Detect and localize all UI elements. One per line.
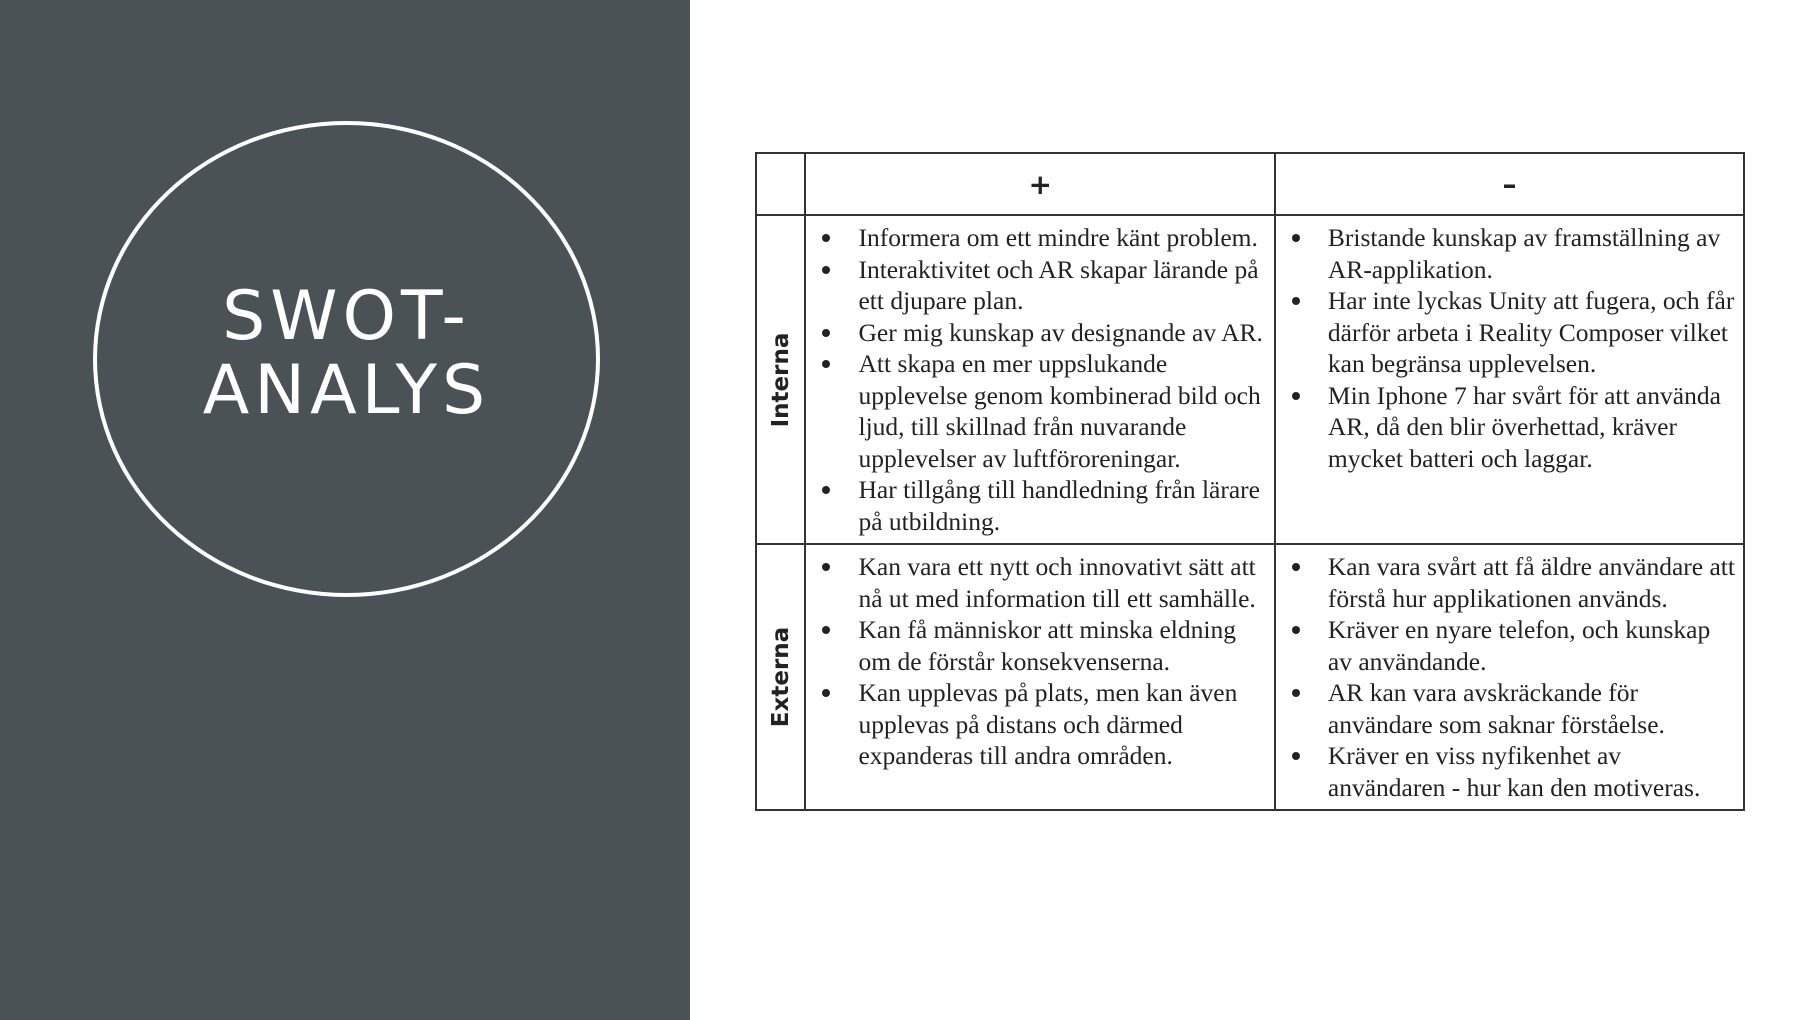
list-item: Kräver en viss nyfikenhet av användaren - hur kan den motiveras. [1328, 740, 1735, 803]
title-line-1: SWOT- [222, 277, 471, 356]
list-item: Bristande kunskap av framställning av AR-applikation. [1328, 222, 1735, 285]
title-panel [0, 0, 690, 1020]
list-item: AR kan vara avskräckande för användare som saknar förståelse. [1328, 677, 1735, 740]
list-item: Kräver en nyare telefon, och kunskap av användande. [1328, 614, 1735, 677]
internal-label: Interna [767, 332, 794, 427]
list-item: Kan få människor att minska eldning om de förstår konsekvenserna. [858, 614, 1265, 677]
slide-title [202, 277, 491, 430]
cell-internal-plus [805, 215, 1274, 544]
external-label: Externa [767, 626, 794, 728]
list-item: Kan upplevas på plats, men kan även upplevas på distans och därmed expanderas till andra områden. [858, 677, 1265, 772]
row-header-external [756, 544, 805, 810]
row-header-internal [756, 215, 805, 544]
header-minus: – [1275, 153, 1744, 215]
external-minus-list [1276, 545, 1743, 809]
cell-external-minus [1275, 544, 1744, 810]
list-item: Har inte lyckas Unity att fugera, och får därför arbeta i Reality Composer vilket kan begränsa upplevelsen. [1327, 286, 1735, 378]
internal-row [756, 215, 1744, 544]
swot-table [755, 152, 1745, 811]
list-item: Har tillgång till handledning från lärare på utbildning. [858, 474, 1265, 537]
internal-minus-list [1276, 216, 1743, 480]
list-item: Ger mig kunskap av designande av AR. [858, 317, 1265, 349]
header-row [756, 153, 1744, 215]
external-plus-list [806, 545, 1273, 778]
list-item: Att skapa en mer uppslukande upplevelse genom kombinerad bild och ljud, till skillnad från nuvarande upplevelser av luftföroreningar. [858, 348, 1265, 474]
header-plus: + [805, 153, 1274, 215]
title-line-2: ANALYS [202, 351, 491, 430]
title-circle [93, 121, 600, 597]
external-row [756, 544, 1744, 810]
cell-external-plus [805, 544, 1274, 810]
list-item: Kan vara svårt att få äldre användare att förstå hur applikationen används. [1327, 552, 1735, 613]
corner-cell [756, 153, 805, 215]
list-item: Kan vara ett nytt och innovativt sätt att nå ut med information till ett samhälle. [858, 551, 1265, 614]
list-item: Informera om ett mindre känt problem. [858, 222, 1265, 254]
list-item: Min Iphone 7 har svårt för att använda AR, då den blir överhettad, kräver mycket batteri och laggar. [1328, 380, 1735, 475]
list-item: Interaktivitet och AR skapar lärande på ett djupare plan. [858, 254, 1265, 317]
internal-plus-list [806, 216, 1273, 543]
cell-internal-minus [1275, 215, 1744, 544]
